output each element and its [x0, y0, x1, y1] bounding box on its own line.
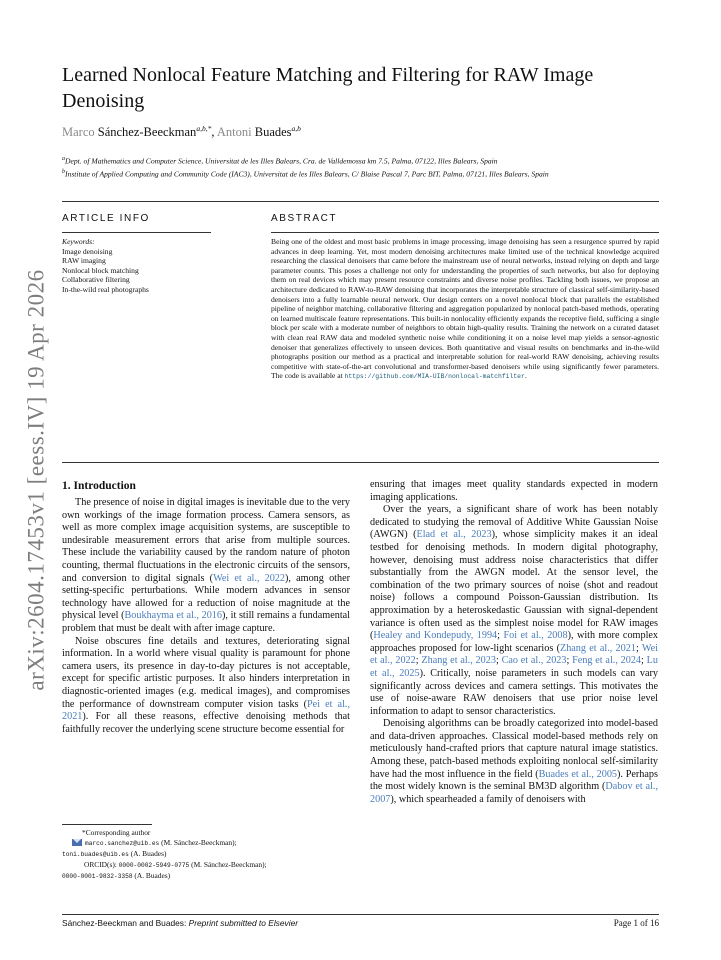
- citation-link[interactable]: Zhang et al., 2023: [421, 655, 496, 667]
- abstract-text: Being one of the oldest and most basic problems in image processing, image denoising has seen a resurgence spurred by rapid advances in deep learning. Yet, most modern denoising architectures make limited use of the technical knowledge acquired researching the classical denoisers that came before the mainstream use of neural networks, instead relying on depth and large parameter counts. This poses a challenge not only for understanding the properties of such networks, but also for deploying them on real devices which may present resource constraints and diverse noise profiles. Tackling both issues, we propose an architecture dedicated to RAW-to-RAW denoising that incorporates the interpretable structure of classical self-similarity-based denoisers into a fully learnable neural network. Our design centers on a novel nonlocal block that parallels the established pipeline of neighbor matching, collaborative filtering and aggregation popularized by nonlocal patch-based methods, operating on learned multiscale feature representations. This built-in nonlocality efficiently expands the receptive field, sufficing a single block per scale with a moderate number of neighbors to obtain high-quality results. Training the network on a curated dataset with clean real RAW data and modeled synthetic noise while conditioning it on a noise level map yields a sensor-agnostic denoiser that generalizes effectively to unseen devices. Both quantitative and visual results on benchmarks and in-the-wild photographs position our method as a practical and interpretable solution for real-world RAW denoising, achieving results competitive with state-of-the-art convolutional and transformer-based denoisers while using significantly fewer parameters. The code is available at: [271, 237, 659, 381]
- keyword-item: In-the-wild real photographs: [62, 284, 149, 294]
- abstract-end: .: [524, 371, 527, 381]
- citation-link[interactable]: Elad et al., 2023: [416, 529, 492, 541]
- citation-link[interactable]: Wei et al., 2022: [213, 572, 285, 584]
- keyword-item: Nonlocal block matching: [62, 265, 139, 275]
- author2-last-name: Buades: [254, 125, 292, 140]
- author1-last-name: Sánchez-Beeckman: [97, 125, 197, 140]
- affiliation-a-marker: a: [62, 156, 65, 162]
- footnotes: [62, 828, 350, 882]
- envelope-icon: [72, 839, 82, 846]
- citation-link[interactable]: Pei et al., 2021: [62, 698, 350, 723]
- right-column: [370, 479, 658, 806]
- citation-link[interactable]: Feng et al., 2024: [572, 655, 642, 667]
- orcid-line: [62, 871, 350, 882]
- citation-link[interactable]: Boukhayma et al., 2016: [124, 610, 222, 622]
- paragraph-text: Denoising algorithms can be broadly categorized into model-based and data-driven approaches. Classical model-based methods rely on meticulously hand-crafted priors that capture natural image statistics. Among these, patch-based methods exploiting nonlocal self-similarity have had the most influence in the field (: [370, 718, 658, 780]
- keyword-item: Collaborative filtering: [62, 275, 130, 285]
- citation-link[interactable]: Buades et al., 2005: [538, 768, 618, 780]
- footer-divider: [62, 914, 659, 915]
- citation-link[interactable]: Foi et al., 2008: [503, 630, 568, 642]
- keyword-item: Image denoising: [62, 246, 113, 256]
- page-number: Page 1 of 16: [613, 918, 659, 928]
- citation-separator: ;: [566, 655, 573, 667]
- arxiv-stamp-text: arXiv:2604.17453v1 [eess.IV] 19 Apr 2026: [24, 269, 50, 691]
- paragraph-text: ), which spearheaded a family of denoisers with: [390, 793, 586, 805]
- author2-affil-marker: a,b: [291, 124, 301, 133]
- intro-paragraph-3: [370, 504, 658, 718]
- paragraph-text: ). Perhaps the most widely known is the seminal BM3D algorithm (: [370, 768, 658, 793]
- author1-affil-marker: a,b,*: [196, 124, 212, 133]
- paragraph-text: ), among other setting-specific perturbations. While modern advances in sensor technology have allowed for a reduction of noise magnitude at the physical level (: [62, 572, 350, 622]
- orcid-link[interactable]: 0000-0002-5949-0775: [118, 862, 190, 869]
- intro-paragraph-2-cont: ensuring that images meet quality standards expected in modern imaging applications.: [370, 479, 658, 503]
- paragraph-text: ), whose simplicity makes it an ideal testbed for denoising methods. In modern digital photography, however, denoising must address noise characteristics that differ substantially from the AWGN model. At the sensor level, the combination of the two primary sources of noise (shot and readout noise) follows a compound Poisson-Gaussian distribution. Its approximation by a heteroskedastic Gaussian with signal-dependent variance is often used as the simplest noise model for RAW images (: [370, 529, 658, 642]
- orcid-owner: (A. Buades): [132, 871, 171, 880]
- abstract-bottom-divider: [62, 462, 659, 463]
- keywords-block: Keywords: Image denoising RAW imaging Nonlocal block matching Collaborative filtering In-the-wild real photographs: [62, 237, 212, 295]
- citation-link[interactable]: Zhang et al., 2021: [559, 642, 636, 654]
- arxiv-side-stamp: [12, 245, 62, 715]
- affiliation-b-text: Institute of Applied Computing and Community Code (IAC3), Universitat de les Illes Balears, C/ Blaise Pascal 7, Parc BIT, Palma, 07121, Illes Balears, Spain: [65, 169, 549, 179]
- orcid-line: [62, 860, 350, 871]
- abstract-divider: [271, 232, 659, 233]
- intro-paragraph-4: [370, 718, 658, 806]
- running-footer: [62, 918, 298, 928]
- citation-link[interactable]: Wei et al., 2022: [370, 642, 658, 667]
- article-info-heading: ARTICLE INFO: [62, 213, 150, 224]
- orcid-label: ORCID(s):: [84, 860, 119, 869]
- author1-first-name: Marco: [62, 125, 95, 140]
- intro-paragraph-2: [62, 636, 350, 737]
- orcid-link[interactable]: 0000-0001-9832-3358: [62, 873, 133, 880]
- keyword-item: RAW imaging: [62, 256, 106, 266]
- code-repository-link[interactable]: https://github.com/MIA-UIB/nonlocal-matchfilter: [344, 373, 525, 381]
- citation-separator: ;: [495, 655, 502, 667]
- article-info-divider: [62, 232, 211, 233]
- email-line: [62, 849, 350, 860]
- author-list: [62, 124, 301, 140]
- affiliation-b: [62, 167, 662, 180]
- affiliations: [62, 154, 662, 179]
- email-owner: (A. Buades): [128, 849, 167, 858]
- keywords-label: Keywords: [62, 237, 93, 246]
- email-owner: (M. Sánchez-Beeckman);: [159, 838, 237, 847]
- paragraph-text: ), with more complex approaches proposed for low-light scenarios (: [370, 630, 659, 654]
- citation-link[interactable]: Lu et al., 2025: [370, 655, 658, 679]
- citation-link[interactable]: Healey and Kondepudy, 1994: [373, 630, 498, 642]
- corresponding-author-note: *Corresponding author: [82, 828, 151, 837]
- header-divider: [62, 201, 659, 202]
- intro-paragraph-1: [62, 497, 350, 636]
- paper-title: Learned Nonlocal Feature Matching and Filtering for RAW Image Denoising: [62, 64, 594, 112]
- section-heading-introduction: 1. Introduction: [62, 480, 136, 492]
- affiliation-a: [62, 154, 662, 167]
- citation-separator: ;: [415, 655, 422, 667]
- paragraph-text: Noise obscures fine details and textures, deteriorating signal information. In a world where visual quality is paramount for phone camera users, its presence in day-to-day pictures is not acceptable, except for specific artistic purposes. It also hinders interpretation in diagnostic-oriented images (e.g. medical images), and compromises the performance of downstream computer vision tasks (: [62, 635, 350, 710]
- author2-first-name: Antoni: [216, 125, 252, 140]
- footer-authors: Sánchez-Beeckman and Buades:: [62, 918, 189, 928]
- orcid-owner: (M. Sánchez-Beeckman);: [189, 860, 267, 869]
- footnote-divider: [62, 824, 152, 825]
- paragraph-text: The presence of noise in digital images is inevitable due to the very own workings of the image formation process. Camera sensors, as well as more complex image acquisition systems, are susceptible to undesirable measurement errors that arise from multiple sources. These include the variability caused by the random nature of photon counting, thermal fluctuations in the electronic circuits of the sensors, and conversion to digital signals (: [62, 497, 350, 584]
- email-link[interactable]: marco.sanchez@uib.es: [85, 840, 160, 847]
- citation-link[interactable]: Cao et al., 2023: [501, 655, 567, 667]
- paragraph-text: Over the years, a significant share of work has been notably dedicated to studying the removal of Additive White Gaussian Noise (AWGN) (: [370, 504, 658, 541]
- citation-separator: ;: [497, 630, 504, 642]
- citation-separator: ;: [641, 655, 647, 667]
- citation-link[interactable]: Dabov et al., 2007: [370, 781, 658, 805]
- paragraph-text: ). For all these reasons, effective denoising methods that faithfully recover the underlying scene structure become essential for: [62, 711, 350, 735]
- email-line: [62, 838, 350, 849]
- left-column: [62, 479, 350, 736]
- footer-preprint-note: Preprint submitted to Elsevier: [188, 918, 299, 928]
- paragraph-text: ), it still remains a fundamental problem that must be dealt with after image capture.: [62, 610, 350, 634]
- abstract-body: [271, 237, 659, 382]
- affiliation-a-text: Dept. of Mathematics and Computer Science, Universitat de les Illes Balears, Cra. de Valldemossa km 7.5, Palma, 07122, Illes Balears, Spain: [65, 156, 498, 166]
- abstract-heading: ABSTRACT: [271, 213, 338, 224]
- email-link[interactable]: toni.buades@uib.es: [62, 851, 129, 858]
- paragraph-text: ). Critically, noise parameters in such models can vary significantly across devices and camera settings. This motivates the use of noise-aware RAW denoisers that use prior noise level information to adapt to sensor characteristics.: [370, 667, 658, 717]
- author-separator: ,: [211, 125, 217, 140]
- citation-separator: ;: [635, 642, 642, 654]
- affiliation-b-marker: b: [62, 168, 65, 175]
